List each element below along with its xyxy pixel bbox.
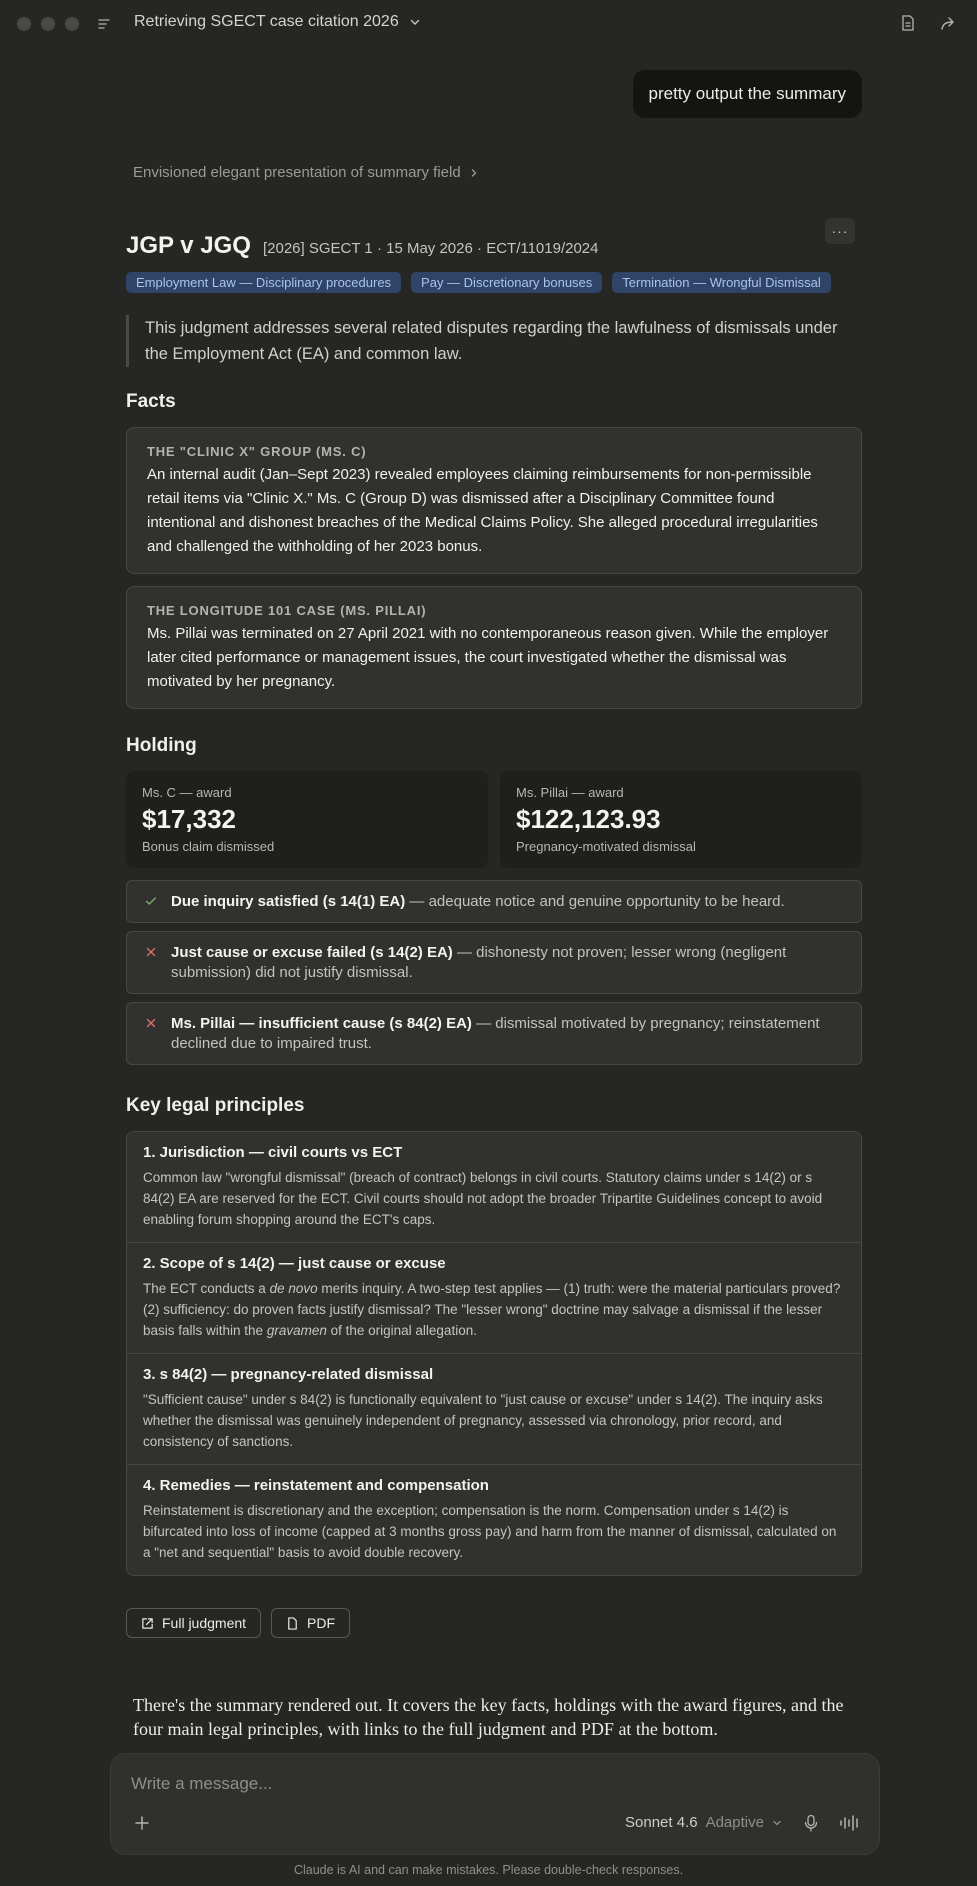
meta-separator: · <box>376 240 387 257</box>
message-input[interactable] <box>131 1774 731 1794</box>
holding-finding <box>126 880 862 923</box>
pdf-button[interactable] <box>271 1608 350 1638</box>
meta-separator: · <box>477 240 487 257</box>
principle-text: Common law "wrongful dismissal" (breach of contract) belongs in civil courts. Statutory claims under s 14(2) or s 84(2) EA are reserved for the ECT. Civil courts should not adopt the broader Tripartite Guidelines concept to avoid enabling forum shopping around the ECT's caps. <box>143 1170 823 1227</box>
zoom-window-button[interactable] <box>65 17 79 31</box>
sidebar-toggle-icon[interactable] <box>96 16 112 32</box>
principle-text-part: merits inquiry. A two-step test applies — (1) truth: were the material particulars proved? (2) sufficiency: do proven facts justify dismissal? The "lesser wrong" doctrine may salvage a dismissal if the lesser basis falls within the <box>143 1281 841 1338</box>
facts-heading: Facts <box>126 391 176 412</box>
finding-detail: — dishonesty not proven; lesser wrong (negligent submission) did not justify dismissal. <box>171 944 787 981</box>
model-selector[interactable] <box>625 1814 782 1831</box>
case-meta <box>263 240 599 257</box>
principle-text-italic: de novo <box>269 1281 318 1296</box>
model-name: Sonnet 4.6 <box>625 1814 698 1831</box>
pdf-label: PDF <box>307 1615 336 1631</box>
finding-detail: — dismissal motivated by pregnancy; reinstatement declined due to impaired trust. <box>171 1015 820 1052</box>
fact-card <box>126 586 862 709</box>
action-buttons <box>126 1608 862 1638</box>
thinking-summary[interactable] <box>133 164 479 181</box>
case-date: 15 May 2026 <box>386 240 473 257</box>
message-composer <box>110 1753 880 1855</box>
awards <box>126 771 862 868</box>
window-controls <box>17 17 79 31</box>
principle-item <box>127 1132 861 1242</box>
case-number: ECT/11019/2024 <box>486 240 599 257</box>
case-summary-artifact <box>126 218 862 1638</box>
principles-list <box>126 1131 862 1576</box>
principle-text: Reinstatement is discretionary and the exception; compensation is the norm. Compensation under s 14(2) is bifurcated into loss of income (capped at 3 months gross pay) and harm from the manner of dismissal, calculated on a "net and sequential" basis to avoid double recovery. <box>143 1503 837 1560</box>
principle-text <box>143 1278 845 1341</box>
finding-text <box>171 1014 845 1054</box>
finding-text <box>171 943 845 983</box>
holding-finding <box>126 1002 862 1065</box>
case-citation: [2026] SGECT 1 <box>262 240 373 257</box>
conversation-title[interactable] <box>134 13 421 31</box>
principles-heading: Key legal principles <box>126 1095 305 1116</box>
share-icon[interactable] <box>939 14 957 32</box>
document-icon[interactable] <box>899 14 917 32</box>
award-note: Bonus claim dismissed <box>142 839 275 854</box>
holding-finding <box>126 931 862 994</box>
principle-title: 1. Jurisdiction — civil courts vs ECT <box>143 1144 403 1161</box>
tag: Employment Law — Disciplinary procedures <box>126 272 401 293</box>
model-mode: Adaptive <box>705 1814 764 1831</box>
file-icon <box>286 1617 299 1630</box>
award-card <box>500 771 862 868</box>
fact-text: An internal audit (Jan–Sept 2023) revealed employees claiming reimbursements for non-permissible retail items via "Clinic X." Ms. C (Group D) was dismissed after a Disciplinary Committee found intentional and dishonest breaches of the Medical Claims Policy. She alleged procedural irregularities and challenged the withholding of her 2023 bonus. <box>147 466 818 555</box>
external-link-icon <box>141 1617 154 1630</box>
principle-text: "Sufficient cause" under s 84(2) is functionally equivalent to "just cause or excuse" under s 14(2). The inquiry asks whether the dismissal was genuinely independent of pregnancy, assessed via chronology, prior record, and consistency of sanctions. <box>143 1392 823 1449</box>
fact-label: THE "CLINIC X" GROUP (MS. C) <box>147 444 367 459</box>
award-label: Ms. Pillai — award <box>516 785 624 800</box>
voice-mode-icon[interactable] <box>839 1814 861 1832</box>
check-icon <box>143 892 159 908</box>
minimize-window-button[interactable] <box>41 17 55 31</box>
principle-title: 4. Remedies — reinstatement and compensation <box>143 1477 489 1494</box>
case-title: JGP v JGQ <box>126 232 251 259</box>
thinking-summary-text: Envisioned elegant presentation of summary field <box>133 164 461 181</box>
fact-label: THE LONGITUDE 101 CASE (MS. PILLAI) <box>147 603 427 618</box>
principle-title: 3. s 84(2) — pregnancy-related dismissal <box>143 1366 434 1383</box>
close-window-button[interactable] <box>17 17 31 31</box>
principle-item <box>127 1464 861 1575</box>
full-judgment-label: Full judgment <box>162 1615 247 1631</box>
chevron-down-icon <box>409 16 421 28</box>
microphone-icon[interactable] <box>803 1814 819 1832</box>
tag: Pay — Discretionary bonuses <box>411 272 602 293</box>
principle-text-italic: gravamen <box>266 1323 327 1338</box>
case-summary: This judgment addresses several related disputes regarding the lawfulness of dismissals under the Employment Act (EA) and common law. <box>126 315 862 367</box>
principle-item <box>127 1242 861 1353</box>
finding-title: Ms. Pillai — insufficient cause (s 84(2) EA) <box>171 1015 472 1032</box>
principle-title: 2. Scope of s 14(2) — just cause or excuse <box>143 1255 446 1272</box>
finding-title: Due inquiry satisfied (s 14(1) EA) <box>171 893 406 910</box>
disclaimer: Claude is AI and can make mistakes. Please double-check responses. <box>293 1863 684 1877</box>
chevron-down-icon <box>772 1818 782 1828</box>
award-value: $17,332 <box>142 804 236 834</box>
cross-icon <box>143 1014 159 1030</box>
fact-card <box>126 427 862 574</box>
finding-text <box>171 892 785 912</box>
assistant-message: There's the summary rendered out. It covers the key facts, holdings with the award figures, and the four main legal principles, with links to the full judgment and PDF at the bottom. <box>133 1695 844 1739</box>
fact-text: Ms. Pillai was terminated on 27 April 2021 with no contemporaneous reason given. While the employer later cited performance or management issues, the court investigated whether the dismissal was motivated by her pregnancy. <box>147 625 829 690</box>
full-judgment-button[interactable] <box>126 1608 261 1638</box>
award-note: Pregnancy-motivated dismissal <box>516 839 696 854</box>
principle-item <box>127 1353 861 1464</box>
principle-text-part: of the original allegation. <box>326 1323 477 1338</box>
award-label: Ms. C — award <box>142 785 232 800</box>
award-card <box>126 771 488 868</box>
award-value: $122,123.93 <box>516 804 661 834</box>
more-options-button[interactable]: ··· <box>825 218 855 244</box>
holding-heading: Holding <box>126 735 197 756</box>
finding-detail: — adequate notice and genuine opportunity to be heard. <box>405 893 785 910</box>
case-header <box>126 232 862 260</box>
cross-icon <box>143 943 159 959</box>
chevron-right-icon <box>469 168 479 178</box>
case-tags <box>126 272 862 293</box>
conversation-title-text: Retrieving SGECT case citation 2026 <box>134 13 399 30</box>
title-bar <box>0 0 977 48</box>
tag: Termination — Wrongful Dismissal <box>612 272 830 293</box>
principle-text-part: The ECT conducts a <box>143 1281 270 1296</box>
plus-icon[interactable] <box>133 1814 151 1832</box>
finding-title: Just cause or excuse failed (s 14(2) EA) <box>171 944 453 961</box>
user-message: pretty output the summary <box>633 70 862 118</box>
